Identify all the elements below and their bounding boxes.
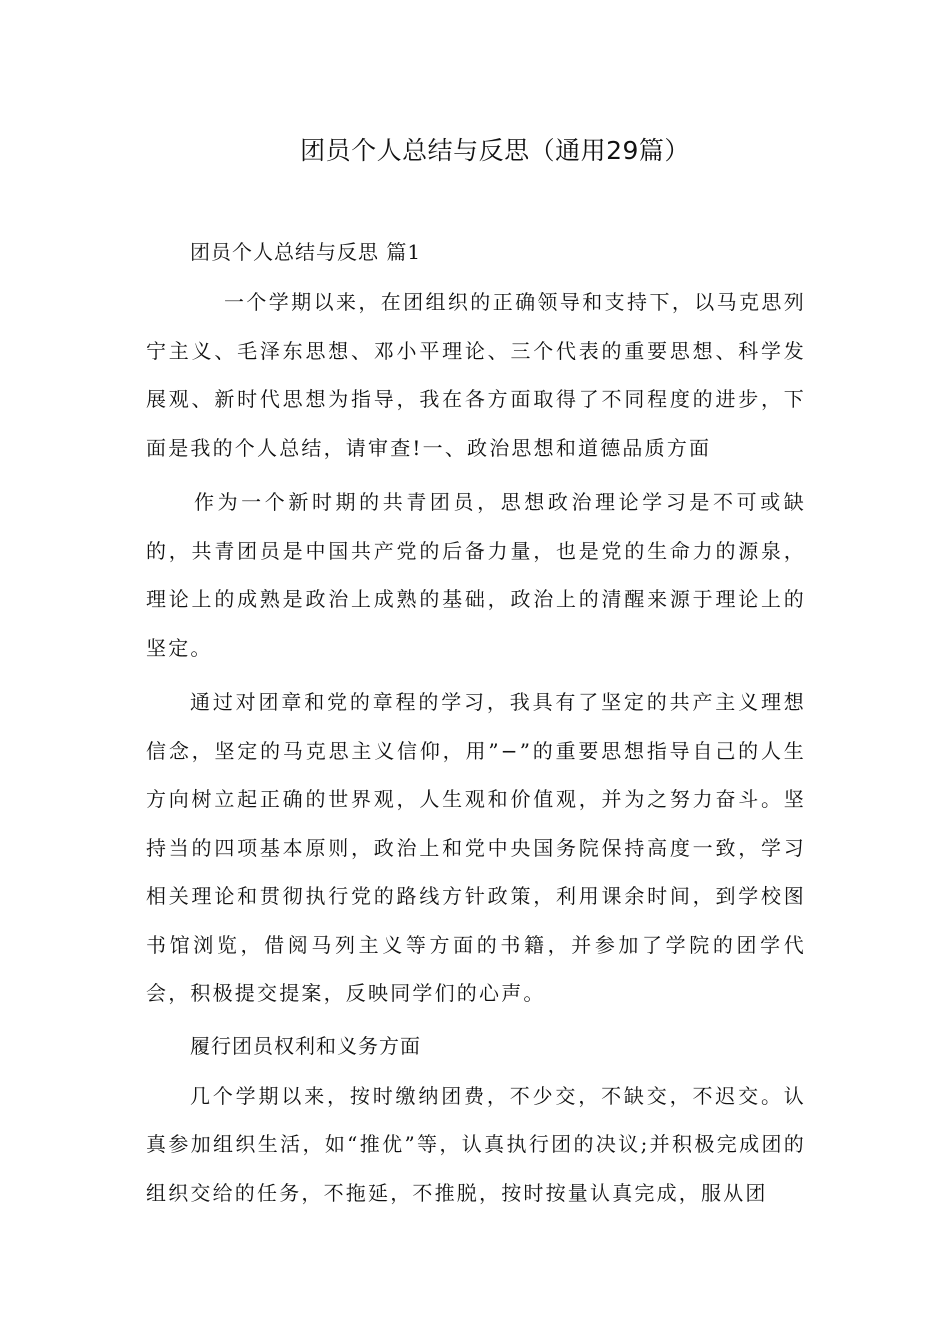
document-body <box>146 230 806 1217</box>
section-heading: 团员个人总结与反思 篇1 <box>190 240 422 264</box>
body-paragraph: 作为一个新时期的共青团员，思想政治理论学习是不可或缺的，共青团员是中国共产党的后备力量，也是党的生命力的源泉，理论上的成熟是政治上成熟的基础，政治上的清醒来源于理论上的坚定。 <box>146 490 806 660</box>
body-paragraph: 通过对团章和党的章程的学习，我具有了坚定的共产主义理想信念，坚定的马克思主义信仰，用”−”的重要思想指导自己的人生方向树立起正确的世界观，人生观和价值观，并为之努力奋斗。坚持当的四项基本原则，政治上和党中央国务院保持高度一致，学习相关理论和贯彻执行党的路线方针政策，利用课余时间，到学校图书馆浏览，借阅马列主义等方面的书籍，并参加了学院的团学代会，积极提交提案，反映同学们的心声。 <box>146 690 806 1005</box>
body-paragraph: 一个学期以来，在团组织的正确领导和支持下，以马克思列宁主义、毛泽东思想、邓小平理论、三个代表的重要思想、科学发展观、新时代思想为指导，我在各方面取得了不同程度的进步，下面是我的个人总结，请审查!一、政治思想和道德品质方面 <box>146 290 806 460</box>
body-paragraph: 几个学期以来，按时缴纳团费，不少交，不缺交，不迟交。认真参加组织生活，如“推优”等，认真执行团的决议;并积极完成团的组织交给的任务，不拖延，不推脱，按时按量认真完成，服从团 <box>146 1083 806 1205</box>
section-heading: 履行团员权利和义务方面 <box>190 1033 421 1058</box>
document-title: 团员个人总结与反思（通用29篇） <box>300 136 690 165</box>
